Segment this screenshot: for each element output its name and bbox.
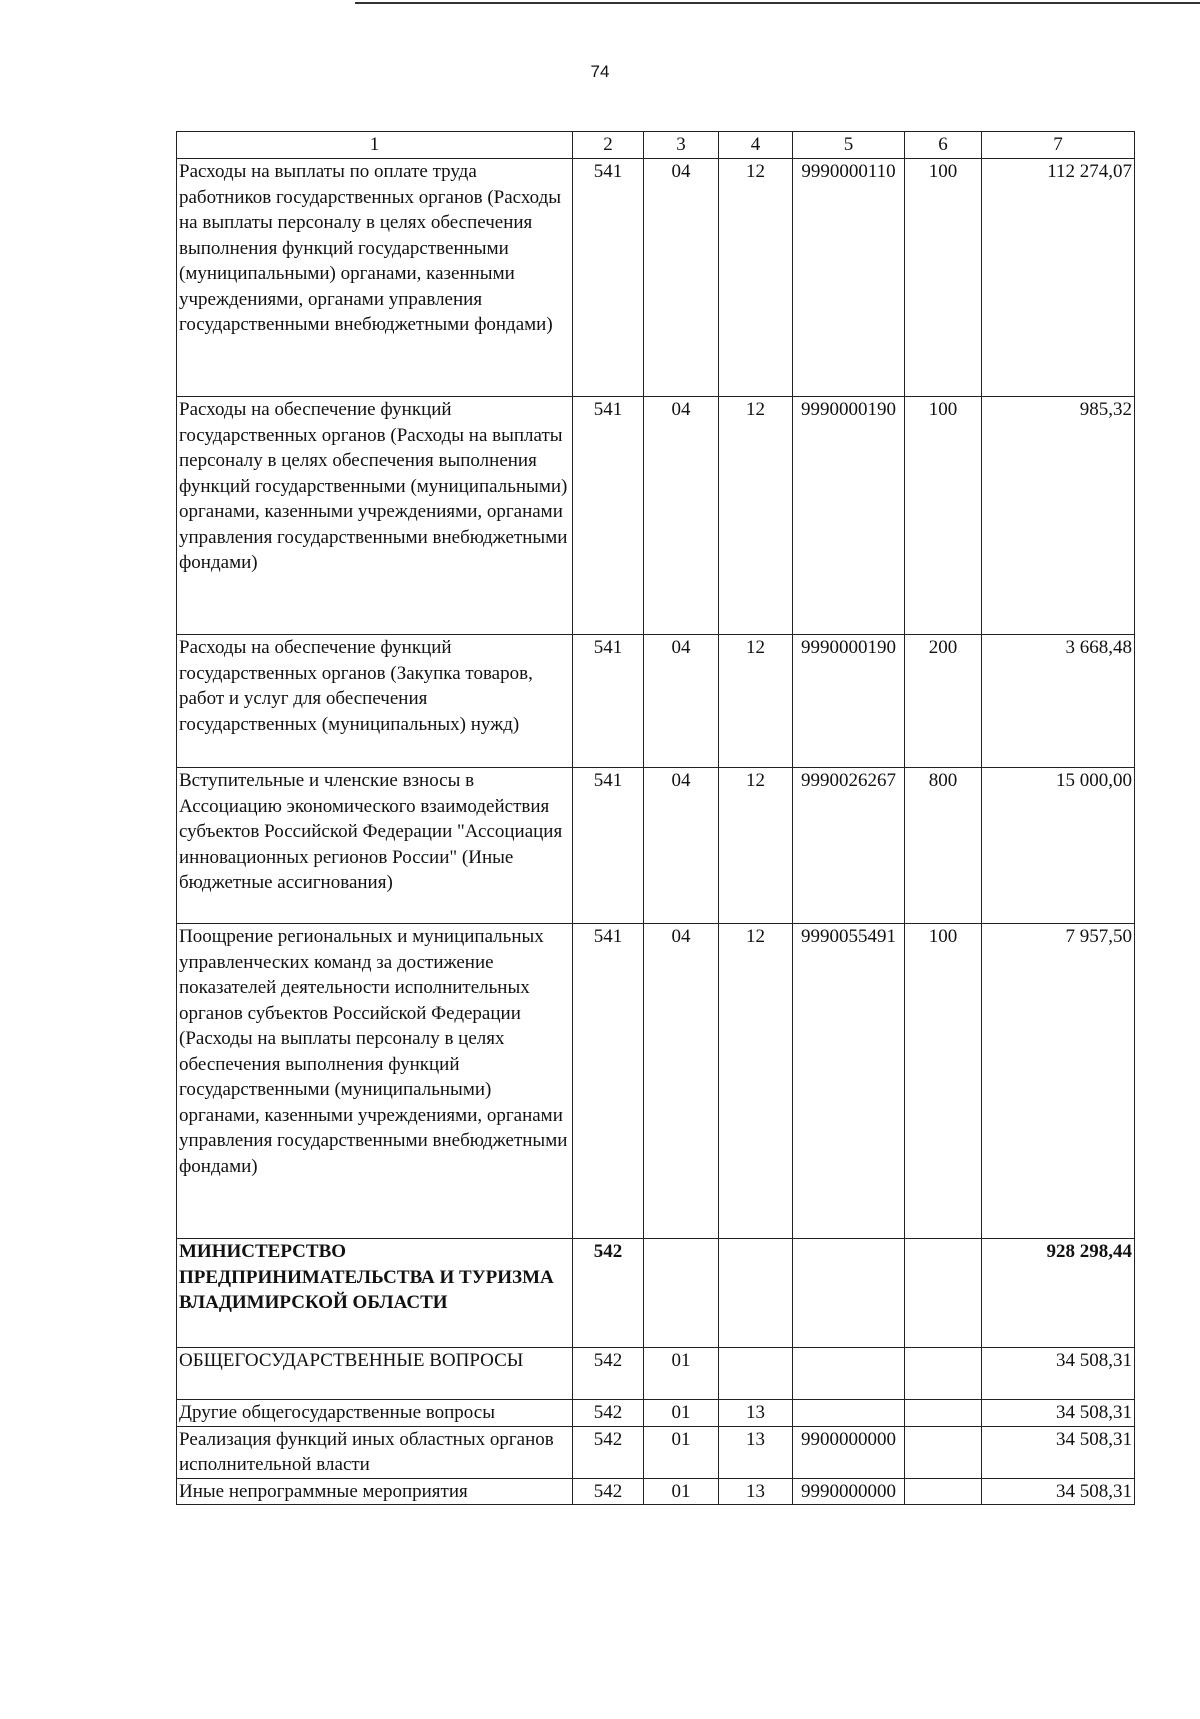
- header-row: [177, 132, 1135, 159]
- row-col-5: 9900000000: [793, 1426, 905, 1478]
- row-col-2: 541: [573, 397, 644, 635]
- row-col-3: 01: [644, 1478, 719, 1505]
- page-number: [0, 62, 1200, 82]
- table-row: [177, 768, 1135, 924]
- row-col-6: [905, 1400, 982, 1427]
- row-col-3: 04: [644, 159, 719, 397]
- row-amount: 7 957,50: [982, 924, 1135, 1239]
- row-col-6: [905, 1478, 982, 1505]
- row-amount: 34 508,31: [982, 1478, 1135, 1505]
- table-row: [177, 397, 1135, 635]
- row-amount: 928 298,44: [982, 1239, 1135, 1348]
- top-rule: [355, 2, 1200, 4]
- row-col-6: 100: [905, 159, 982, 397]
- row-name: Иные непрограммные мероприятия: [177, 1478, 573, 1505]
- row-amount: 34 508,31: [982, 1426, 1135, 1478]
- row-col-2: 542: [573, 1400, 644, 1427]
- row-name: Вступительные и членские взносы в Ассоциацию экономического взаимодействия субъектов Российской Федерации "Ассоциация инновационных регионов России" (Иные бюджетные ассигнования): [177, 768, 573, 924]
- row-col-6: 100: [905, 924, 982, 1239]
- row-col-4: 13: [719, 1478, 793, 1505]
- table-row: [177, 1426, 1135, 1478]
- row-col-4: 12: [719, 768, 793, 924]
- table-row: [177, 1239, 1135, 1348]
- row-col-5: 9990000000: [793, 1478, 905, 1505]
- row-col-4: 12: [719, 397, 793, 635]
- row-col-3: 04: [644, 768, 719, 924]
- row-col-4: [719, 1348, 793, 1400]
- row-col-4: 12: [719, 924, 793, 1239]
- row-col-3: 01: [644, 1348, 719, 1400]
- row-name: Другие общегосударственные вопросы: [177, 1400, 573, 1427]
- row-col-4: [719, 1239, 793, 1348]
- row-amount: 112 274,07: [982, 159, 1135, 397]
- row-col-3: 01: [644, 1400, 719, 1427]
- row-col-3: [644, 1239, 719, 1348]
- row-col-6: [905, 1348, 982, 1400]
- row-name: Реализация функций иных областных органов исполнительной власти: [177, 1426, 573, 1478]
- header-col-4: 4: [719, 132, 793, 159]
- header-col-5: 5: [793, 132, 905, 159]
- row-amount: 3 668,48: [982, 635, 1135, 768]
- row-col-6: 200: [905, 635, 982, 768]
- table-row: [177, 159, 1135, 397]
- table-row: [177, 924, 1135, 1239]
- row-amount: 15 000,00: [982, 768, 1135, 924]
- table-row: [177, 1400, 1135, 1427]
- row-name: МИНИСТЕРСТВО ПРЕДПРИНИМАТЕЛЬСТВА И ТУРИЗМА ВЛАДИМИРСКОЙ ОБЛАСТИ: [177, 1239, 573, 1348]
- header-col-6: 6: [905, 132, 982, 159]
- row-col-5: 9990000110: [793, 159, 905, 397]
- row-col-2: 541: [573, 924, 644, 1239]
- row-col-2: 542: [573, 1478, 644, 1505]
- row-amount: 985,32: [982, 397, 1135, 635]
- row-col-3: 01: [644, 1426, 719, 1478]
- row-col-2: 542: [573, 1426, 644, 1478]
- row-col-2: 541: [573, 768, 644, 924]
- row-col-3: 04: [644, 397, 719, 635]
- row-amount: 34 508,31: [982, 1348, 1135, 1400]
- budget-table: [176, 131, 1135, 1505]
- row-col-6: 800: [905, 768, 982, 924]
- row-col-4: 13: [719, 1426, 793, 1478]
- row-col-2: 541: [573, 635, 644, 768]
- table-row: [177, 635, 1135, 768]
- row-col-5: [793, 1239, 905, 1348]
- table-row: [177, 1478, 1135, 1505]
- row-name: Расходы на обеспечение функций государственных органов (Закупка товаров, работ и услуг для обеспечения государственных (муниципальных) нужд): [177, 635, 573, 768]
- row-col-5: [793, 1400, 905, 1427]
- row-name: Поощрение региональных и муниципальных управленческих команд за достижение показателей деятельности исполнительных органов субъектов Российской Федерации (Расходы на выплаты персоналу в целях обеспечения выполнения функций государственными (муниципальными) органами, казенными учреждениями, органами управления государственными внебюджетными фондами): [177, 924, 573, 1239]
- header-col-1: 1: [177, 132, 573, 159]
- row-col-5: [793, 1348, 905, 1400]
- row-name: Расходы на обеспечение функций государственных органов (Расходы на выплаты персоналу в целях обеспечения выполнения функций государственными (муниципальными) органами, казенными учреждениями, органами управления государственными внебюджетными фондами): [177, 397, 573, 635]
- row-col-4: 12: [719, 635, 793, 768]
- row-col-5: 9990000190: [793, 397, 905, 635]
- table-row: [177, 1348, 1135, 1400]
- header-col-3: 3: [644, 132, 719, 159]
- row-col-3: 04: [644, 924, 719, 1239]
- row-col-5: 9990026267: [793, 768, 905, 924]
- row-name: Расходы на выплаты по оплате труда работников государственных органов (Расходы на выплаты персоналу в целях обеспечения выполнения функций государственными (муниципальными) органами, казенными учреждениями, органами управления государственными внебюджетными фондами): [177, 159, 573, 397]
- row-col-6: [905, 1239, 982, 1348]
- row-col-2: 541: [573, 159, 644, 397]
- row-col-6: 100: [905, 397, 982, 635]
- row-amount: 34 508,31: [982, 1400, 1135, 1427]
- row-col-6: [905, 1426, 982, 1478]
- row-col-2: 542: [573, 1348, 644, 1400]
- header-col-2: 2: [573, 132, 644, 159]
- row-col-5: 9990055491: [793, 924, 905, 1239]
- header-col-7: 7: [982, 132, 1135, 159]
- row-col-4: 13: [719, 1400, 793, 1427]
- row-col-5: 9990000190: [793, 635, 905, 768]
- row-col-2: 542: [573, 1239, 644, 1348]
- page-number-text: 74: [590, 62, 610, 81]
- row-col-4: 12: [719, 159, 793, 397]
- row-name: ОБЩЕГОСУДАРСТВЕННЫЕ ВОПРОСЫ: [177, 1348, 573, 1400]
- row-col-3: 04: [644, 635, 719, 768]
